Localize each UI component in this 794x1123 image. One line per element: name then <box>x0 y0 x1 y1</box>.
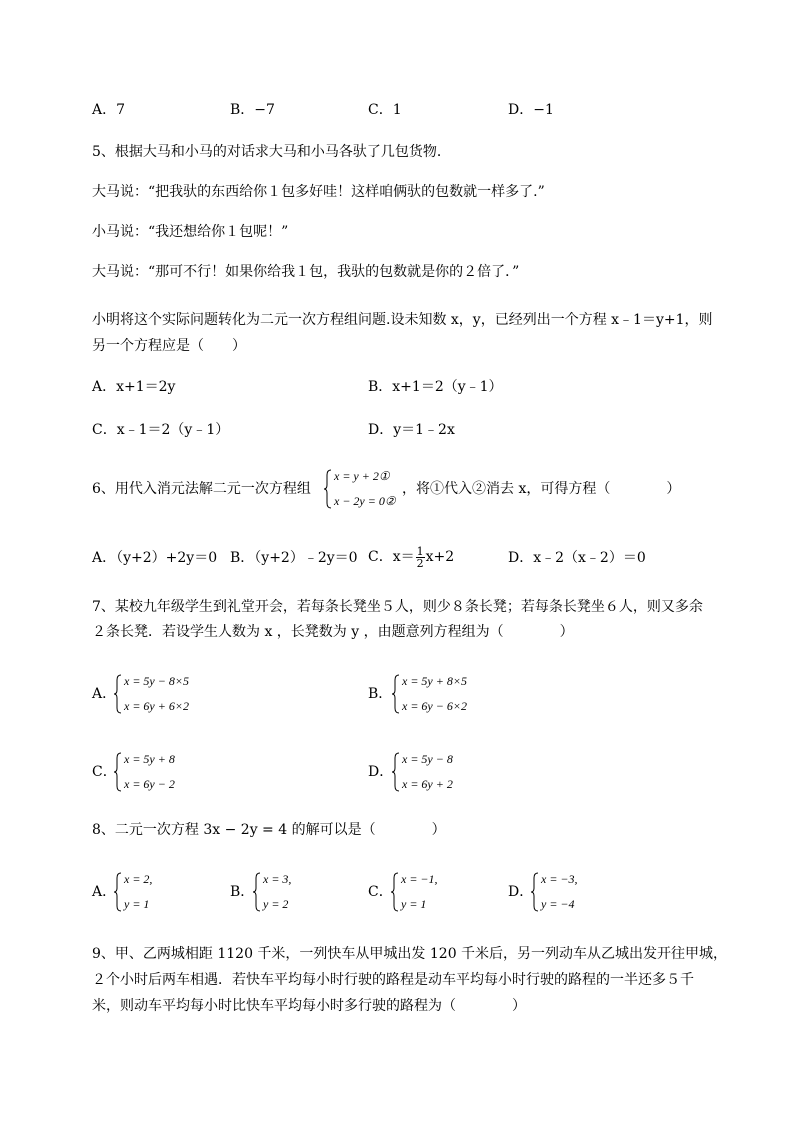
q6-eq-1: x = y + 2① <box>334 469 390 483</box>
q7-option-b-system <box>392 674 467 714</box>
q5-option-a: A．x+1＝2y <box>92 379 176 395</box>
q7-line-2: ２条长凳．若设学生人数为 x ，长凳数为 y ，由题意列方程组为（ ） <box>92 624 574 640</box>
equation-line: x = −3, <box>541 872 578 886</box>
brace-icon <box>531 872 539 912</box>
q8-option-c-label: C． <box>368 884 393 900</box>
brace-icon <box>114 674 122 714</box>
q5-stem: 5、根据大马和小马的对话求大马和小马各驮了几包货物． <box>92 144 451 160</box>
q8-option-d-system <box>531 872 578 912</box>
equation-line: x = 2, <box>124 872 153 886</box>
q8-option-b-label: B． <box>230 884 255 900</box>
equation-line: x = 6y + 6×2 <box>124 699 189 713</box>
fraction-denominator: 2 <box>416 556 424 570</box>
q7-option-c-label: C． <box>92 764 117 780</box>
q6-option-b: B．（y+2）﹣2y＝0 <box>230 550 358 566</box>
q7-option-c-system <box>114 752 175 792</box>
q9-line-2: ２个小时后两车相遇．若快车平均每小时行驶的路程是动车平均每小时行驶的路程的一半还多５千 <box>92 972 694 988</box>
equation-line: y = 2 <box>263 897 289 911</box>
q4-option-a: A．7 <box>92 102 126 118</box>
q9-line-1: 9、甲、乙两城相距 1120 千米，一列快车从甲城出发 120 千米后，另一列动车从乙城出发开往甲城， <box>92 946 728 962</box>
q5-dialogue-2: 小马说：“我还想给你１包呢！” <box>92 224 289 240</box>
q6-option-c-post: x+2 <box>425 549 455 565</box>
equation-line: x = 3, <box>263 872 292 886</box>
q4-option-c: C．1 <box>368 102 402 118</box>
q8-stem: 8、二元一次方程 3x − 2y = 4 的解可以是（ ） <box>92 822 446 838</box>
q8-option-a-label: A． <box>92 884 117 900</box>
fraction-numerator: 1 <box>416 544 424 558</box>
q6-option-c-pre: C．x＝ <box>368 549 415 565</box>
equation-line: x = 5y − 8×5 <box>124 674 189 688</box>
q8-option-a-system <box>114 872 152 912</box>
equation-line: x = 5y + 8 <box>124 752 175 766</box>
q7-option-d-label: D． <box>368 764 394 780</box>
equation-line: y = 1 <box>401 897 427 911</box>
brace-icon <box>392 752 400 792</box>
equation-line: x = 5y + 8×5 <box>402 674 467 688</box>
q6-equation-system <box>324 469 396 509</box>
q5-line-2: 另一个方程应是（ ） <box>92 338 246 354</box>
equation-line: x = −1, <box>401 872 438 886</box>
q7-option-b-label: B． <box>368 686 393 702</box>
q7-option-a-system <box>114 674 189 714</box>
brace-icon <box>324 469 332 509</box>
q5-option-d: D．y＝1﹣2x <box>368 422 455 438</box>
q4-option-b: B．−7 <box>230 102 275 118</box>
equation-line: y = 1 <box>124 897 150 911</box>
q6-stem-post: ，将①代入②消去 x，可得方程（ ） <box>402 481 681 497</box>
brace-icon <box>391 872 399 912</box>
q8-option-c-system <box>391 872 438 912</box>
q9-line-3: 米，则动车平均每小时比快车平均每小时多行驶的路程为（ ） <box>92 998 526 1014</box>
equation-line: x = 5y − 8 <box>402 752 453 766</box>
brace-icon <box>114 872 122 912</box>
q5-option-b: B．x+1＝2（y﹣1） <box>368 379 503 395</box>
q6-option-c <box>368 544 454 570</box>
q5-dialogue-1: 大马说：“把我驮的东西给你１包多好哇！这样咱俩驮的包数就一样多了.” <box>92 184 545 200</box>
equation-line: x = 6y − 6×2 <box>402 699 467 713</box>
q7-line-1: 7、某校九年级学生到礼堂开会，若每条长凳坐５人，则少８条长凳；若每条长凳坐６人，则又多余 <box>92 599 703 615</box>
brace-icon <box>114 752 122 792</box>
equation-line: x = 6y + 2 <box>402 777 453 791</box>
q5-dialogue-3: 大马说：“那可不行！如果你给我１包，我驮的包数就是你的２倍了．” <box>92 264 520 280</box>
q6-option-a: A．（y+2）+2y＝0 <box>92 550 218 566</box>
brace-icon <box>253 872 261 912</box>
q6-eq-2: x − 2y = 0② <box>334 494 396 508</box>
q5-option-c: C．x﹣1＝2（y﹣1） <box>92 422 230 438</box>
q7-option-a-label: A． <box>92 686 117 702</box>
equation-line: x = 6y − 2 <box>124 777 175 791</box>
q5-line-1: 小明将这个实际问题转化为二元一次方程组问题.设未知数 x，y，已经列出一个方程 x﹣1＝y+1，则 <box>92 312 713 328</box>
equation-line: y = −4 <box>541 897 575 911</box>
q4-option-d: D．−1 <box>508 102 554 118</box>
fraction <box>416 546 425 569</box>
q8-option-d-label: D． <box>508 884 534 900</box>
q7-option-d-system <box>392 752 453 792</box>
brace-icon <box>392 674 400 714</box>
q8-option-b-system <box>253 872 291 912</box>
q6-option-d: D．x﹣2（x﹣2）＝0 <box>508 550 646 566</box>
q6-stem-pre: 6、用代入消元法解二元一次方程组 <box>92 481 311 497</box>
